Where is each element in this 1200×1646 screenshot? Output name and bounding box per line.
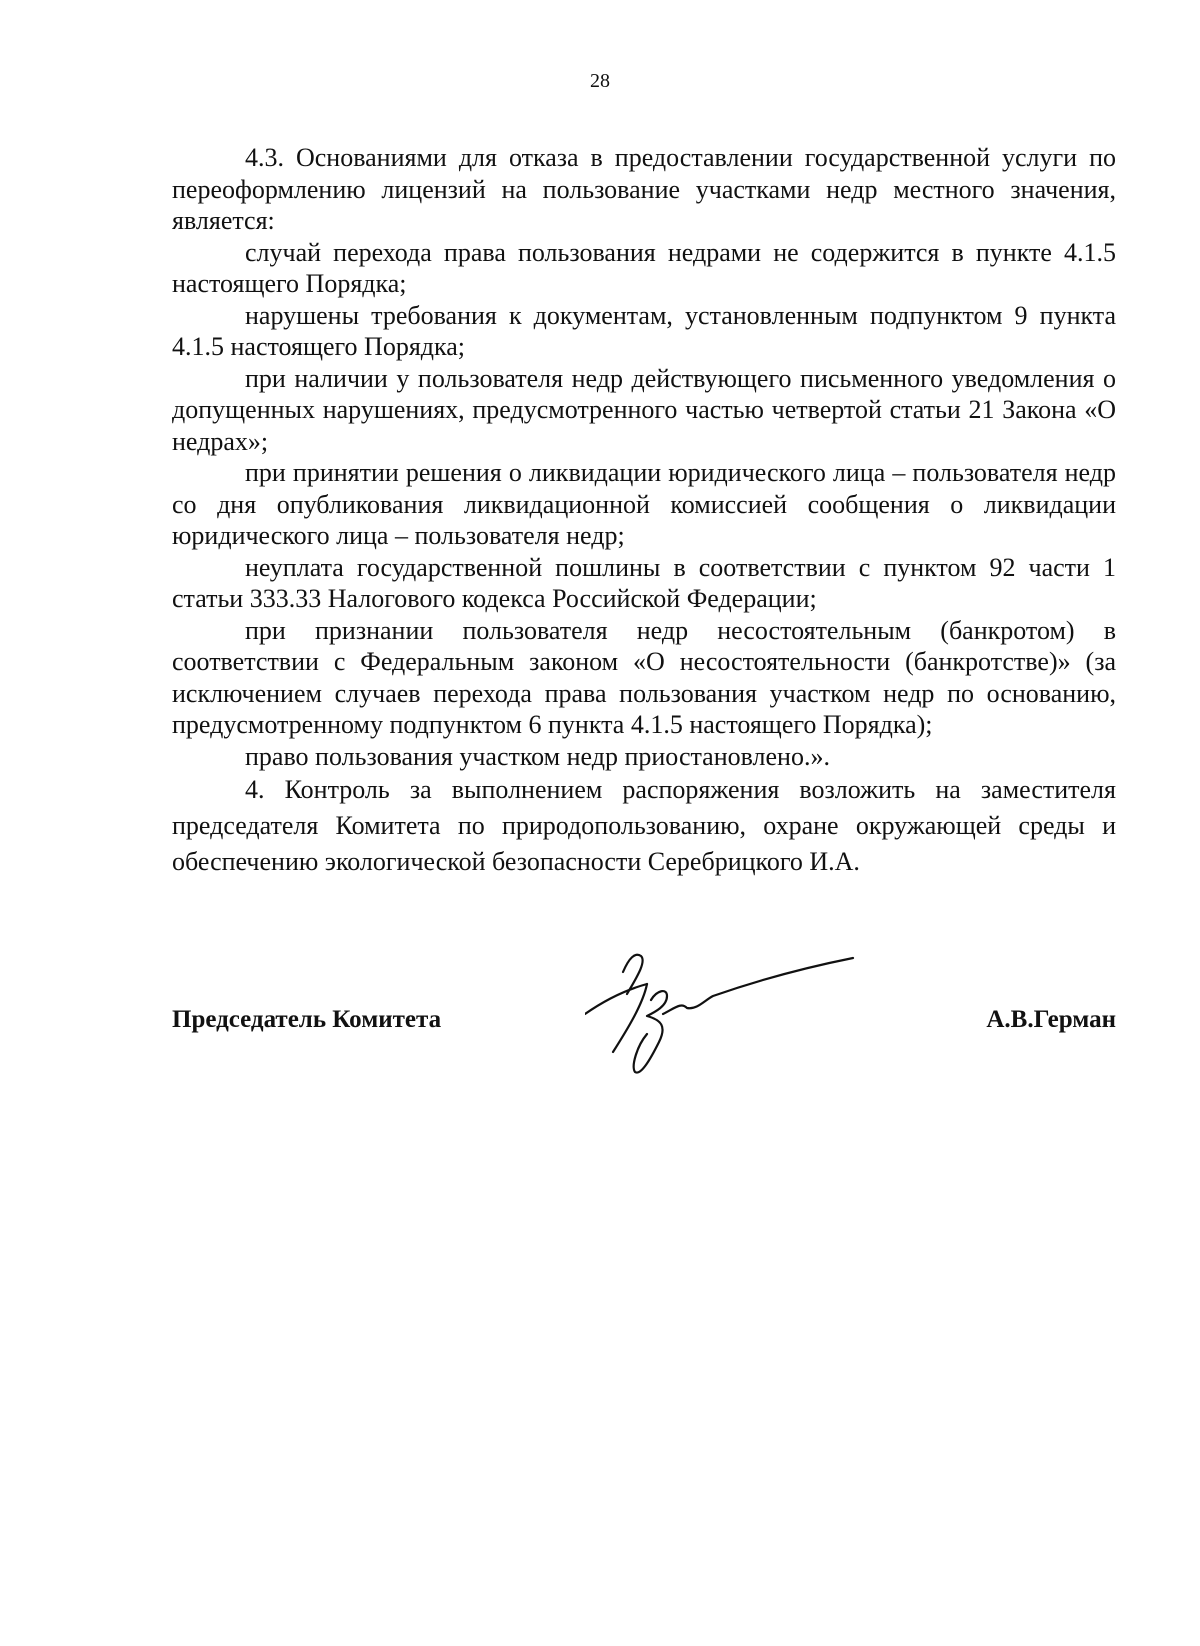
page-number: 28 [590,70,610,92]
paragraph-suspended: право пользования участком недр приостановлено.». [245,741,830,771]
paragraph-written-notice: при наличии у пользователя недр действующего письменного уведомления о допущенных нарушениях, предусмотренного частью четвертой статьи 21 Закона «О недрах»; [172,363,1116,456]
paragraph-4-control: 4. Контроль за выполнением распоряжения возложить на заместителя председателя Комитета по природопользованию, охране окружающей среды и обеспечению экологической безопасности Серебрицкого И.А. [172,775,1116,876]
paragraph-state-fee: неуплата государственной пошлины в соответствии с пунктом 92 части 1 статьи 333.33 Налогового кодекса Российской Федерации; [172,552,1116,613]
document-body [172,142,1116,880]
signatory-name: А.В.Герман [986,1006,1116,1033]
signature-block [172,1006,1116,1046]
signatory-title: Председатель Комитета [172,1006,442,1033]
paragraph-4-3: 4.3. Основаниями для отказа в предоставлении государственной услуги по переоформлению лицензий на пользование участками недр местного значения, является: [172,143,1116,235]
paragraph-document-requirements: нарушены требования к документам, установленным подпунктом 9 пункта 4.1.5 настоящего Порядка; [172,300,1116,361]
paragraph-case-transfer: случай перехода права пользования недрами не содержится в пункте 4.1.5 настоящего Порядка; [172,237,1116,298]
paragraph-liquidation: при принятии решения о ликвидации юридического лица – пользователя недр со дня опубликования ликвидационной комиссией сообщения о ликвидации юридического лица – пользователя недр; [172,458,1116,550]
paragraph-bankruptcy: при признании пользователя недр несостоятельным (банкротом) в соответствии с Федеральным законом «О несостоятельности (банкротстве)» (за исключением случаев перехода права пользования участком недр по основанию, предусмотренному подпунктом 6 пункта 4.1.5 настоящего Порядка); [172,615,1116,739]
